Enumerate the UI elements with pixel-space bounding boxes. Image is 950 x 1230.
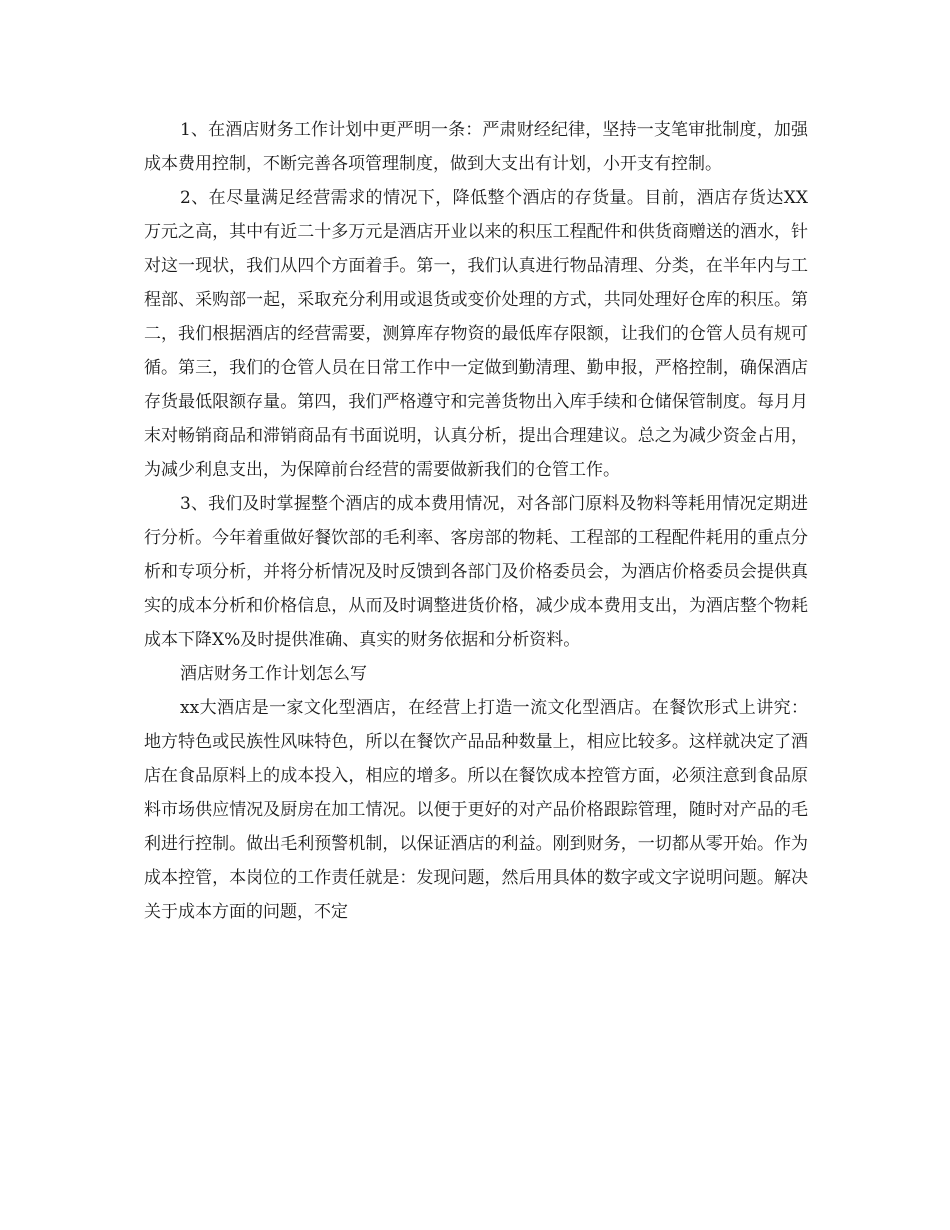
section-heading: 酒店财务工作计划怎么写 [180,664,367,684]
paragraph-1: 1、在酒店财务工作计划中更严明一条：严肃财经纪律，坚持一支笔审批制度，加强成本费用控制，不断完善各项管理制度，做到大支出有计划，小开支有控制。 [144,120,808,174]
document-body [144,113,808,929]
paragraph-2: 2、在尽量满足经营需求的情况下，降低整个酒店的存货量。目前，酒店存货达XX万元之高，其中有近二十多万元是酒店开业以来的积压工程配件和供货商赠送的酒水，针对这一现状，我们从四个方面着手。第一，我们认真进行物品清理、分类，在半年内与工程部、采购部一起，采取充分利用或退货或变价处理的方式，共同处理好仓库的积压。第二，我们根据酒店的经营需要，测算库存物资的最低库存限额，让我们的仓管人员有规可循。第三，我们的仓管人员在日常工作中一定做到勤清理、勤申报，严格控制，确保酒店存货最低限额存量。第四，我们严格遵守和完善货物出入库手续和仓储保管制度。每月月末对畅销商品和滞销商品有书面说明，认真分析，提出合理建议。总之为减少资金占用，为减少利息支出，为保障前台经营的需要做新我们的仓管工作。 [144,188,808,480]
paragraph-4: xx大酒店是一家文化型酒店，在经营上打造一流文化型酒店。在餐饮形式上讲究：地方特色或民族性风味特色，所以在餐饮产品品种数量上，相应比较多。这样就决定了酒店在食品原料上的成本投入，相应的增多。所以在餐饮成本控管方面，必须注意到食品原料市场供应情况及厨房在加工情况。以便于更好的对产品价格跟踪管理，随时对产品的毛利进行控制。做出毛利预警机制，以保证酒店的利益。刚到财务，一切都从零开始。作为成本控管，本岗位的工作责任就是：发现问题，然后用具体的数字或文字说明问题。解决关于成本方面的问题，不定 [144,698,808,922]
paragraph-3: 3、我们及时掌握整个酒店的成本费用情况，对各部门原料及物料等耗用情况定期进行分析。今年着重做好餐饮部的毛利率、客房部的物耗、工程部的工程配件耗用的重点分析和专项分析，并将分析情况及时反馈到各部门及价格委员会，为酒店价格委员会提供真实的成本分析和价格信息，从而及时调整进货价格，减少成本费用支出，为酒店整个物耗成本下降X%及时提供准确、真实的财务依据和分析资料。 [144,494,808,650]
